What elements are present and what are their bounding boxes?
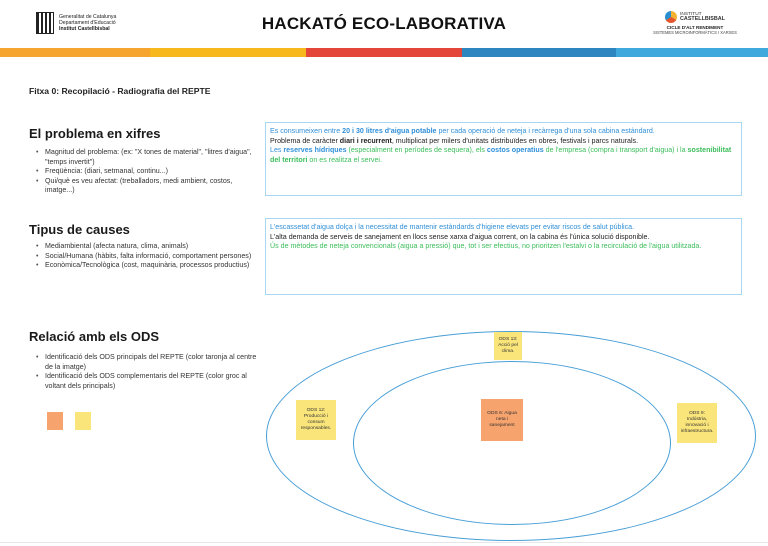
sticky-note-ods13[interactable]: ODS 13: Acció pel clima.: [494, 332, 522, 360]
cicle-label: CICLE D'ALT RENDIMENT: [666, 25, 724, 30]
list-item: • Identificació dels ODS principals del REPTE (color taronja al centre de la imatge): [36, 353, 258, 372]
causes-line-3: Ús de mètodes de neteja convencionals (aigua a pressió) que, tot i ser efectius, no prioritzen l'estalvi o la recirculació de l'aigua utilitzada.: [270, 242, 702, 251]
section-title-problema: El problema en xifres: [29, 126, 161, 141]
list-item: • Freqüència: (diari, setmanal, continu...): [36, 167, 258, 177]
color-bar-segment: [306, 48, 462, 57]
divider: [0, 542, 768, 543]
header: [0, 0, 768, 48]
logo-left-line3: Institut Castellbisbal: [59, 26, 110, 33]
sticky-note-ods9[interactable]: ODS 9: Indústria, innovació i infraestructura.: [677, 403, 717, 443]
problema-line-2: Problema de caràcter diari i recurrent, multiplicat per milers d'unitats distribuïdes en obres, festivals i parcs naturals.: [270, 136, 639, 145]
logo-left-line1: Generalitat de Catalunya: [59, 13, 117, 20]
ods-inner-ellipse: [353, 361, 671, 525]
causes-line-2: L'alta demanda de serveis de sanejament en llocs sense xarxa d'aigua corrent, on la cabina és l'única solució disponible.: [270, 232, 650, 241]
causes-bullet-list: [36, 242, 258, 271]
page-title: HACKATÓ ECO-LABORATIVA: [261, 14, 507, 33]
institut-logo: [650, 11, 740, 35]
fitxa-title: Fitxa 0: Recopilació - Radiografia del REPTE: [29, 86, 211, 96]
logo-right-line2: CASTELLBISBAL: [680, 16, 725, 22]
sticky-note-ods6[interactable]: ODS 6: Aigua neta i sanejament: [481, 399, 523, 441]
ods-bullet-list: [36, 353, 258, 391]
problema-line-1: Es consumeixen entre 20 i 30 litres d'aigua potable per cada operació de neteja i recàrrega d'una sola cabina estàndard.: [270, 127, 655, 135]
causes-text-box[interactable]: [265, 218, 742, 295]
color-bar-segment: [616, 48, 768, 57]
problema-bullet-list: [36, 148, 258, 196]
list-item: • Econòmica/Tecnològica (cost, maquinària, processos productius): [36, 261, 258, 271]
problema-line-3: Les reserves hídriques (especialment en períodes de sequera), els costos operatius de l'empresa (compra i transport d'aigua) i la sostenibilitat del territori on es realitza el servei.: [270, 146, 732, 164]
legend-swatch-principal: [47, 412, 63, 430]
institut-mark-icon: [665, 11, 677, 23]
color-bar-segment: [150, 48, 306, 57]
cicle-sub-label: SISTEMES MICROINFORMÀTICS I XARXES: [653, 30, 737, 35]
color-bar-segment: [462, 48, 616, 57]
problema-text-box[interactable]: [265, 122, 742, 196]
list-item: • Identificació dels ODS complementaris del REPTE (color groc al voltant dels principals): [36, 372, 258, 391]
sticky-note-ods12[interactable]: ODS 12: Producció i consum responsables.: [296, 400, 336, 440]
section-title-ods: Relació amb els ODS: [29, 329, 160, 344]
list-item: • Mediambiental (afecta natura, clima, animals): [36, 242, 258, 252]
color-bar: [0, 48, 768, 57]
legend-swatch-complementari: [75, 412, 91, 430]
list-item: • Magnitud del problema: (ex: "X tones de material", "litres d'aigua", "temps invertit"): [36, 148, 258, 167]
color-bar-segment: [0, 48, 150, 57]
section-title-causes: Tipus de causes: [29, 222, 130, 237]
list-item: • Social/Humana (hàbits, falta informació, comportament persones): [36, 252, 258, 262]
causes-line-1: L'escassetat d'aigua dolça i la necessitat de mantenir estàndards d'higiene elevats per evitar riscos de salut pública.: [270, 223, 635, 231]
logo-left-line2: Departament d'Educació: [59, 19, 116, 26]
list-item: • Qui/què es veu afectat: (treballadors, medi ambient, costos, imatge...): [36, 177, 258, 196]
logo-right-line1: INSTITUT: [680, 11, 702, 17]
